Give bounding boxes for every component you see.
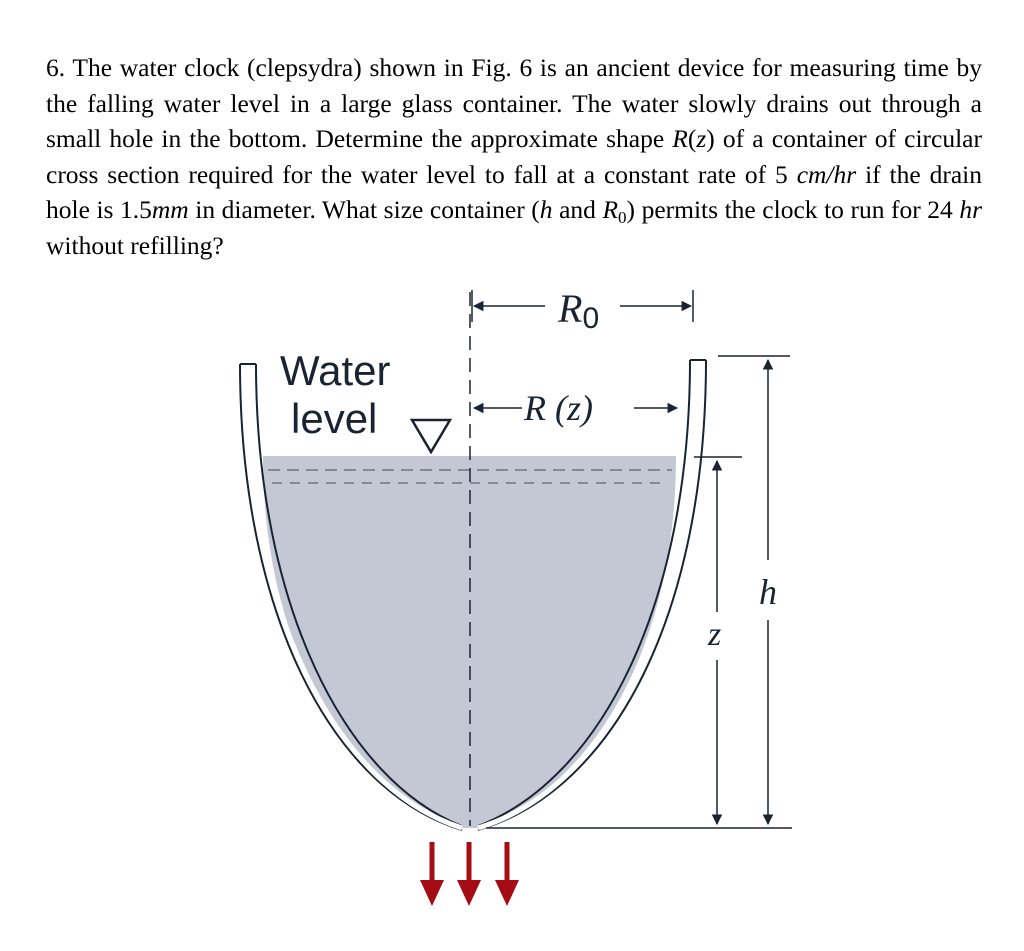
- r0-label-main: R: [558, 286, 583, 331]
- problem-text-8: without refilling?: [46, 230, 224, 260]
- r0-label: [557, 286, 599, 335]
- problem-text-3: ) of a container of circular cross section required for the water level to fall at a constant rate of 5: [46, 124, 982, 189]
- z-label: z: [708, 616, 722, 653]
- h-label: h: [759, 572, 777, 612]
- water-body: [263, 456, 676, 828]
- water-level-triangle: [412, 420, 450, 452]
- drain-arrows: [420, 842, 519, 906]
- problem-number: 6.: [46, 53, 66, 82]
- math-R: R: [672, 124, 688, 153]
- math-R0: R: [602, 195, 619, 224]
- math-h: h: [539, 195, 553, 224]
- math-z: z: [696, 124, 707, 153]
- math-rate-unit: cm/hr: [796, 159, 857, 189]
- math-R0-subscript: 0: [618, 208, 627, 227]
- problem-text-4: if the drain hole is 1.5: [46, 159, 982, 224]
- drain-arrow-right-icon: [495, 842, 519, 906]
- problem-text-7: ) permits the clock to run for 24: [626, 195, 960, 224]
- drain-arrow-left-icon: [420, 842, 444, 906]
- r0-label-sub: 0: [582, 302, 600, 335]
- math-hr: hr: [959, 195, 982, 224]
- problem-text-1: The water clock (clepsydra) shown in Fig. 6 is an ancient device for measuring time by the falling water level in a large glass container. The water slowly drains out through a small hole in the bottom. Determine the approximate shape: [46, 53, 982, 153]
- water-level-label-line1: Water: [280, 347, 391, 394]
- problem-text-5: in diameter. What size container (: [188, 195, 540, 224]
- problem-text-2: (: [687, 124, 697, 153]
- rz-label: R (z): [524, 388, 593, 428]
- water-level-label-line2: level: [291, 395, 378, 442]
- problem-text-6: and: [552, 195, 603, 224]
- drain-arrow-center-icon: [457, 842, 481, 906]
- math-mm: mm: [151, 195, 189, 224]
